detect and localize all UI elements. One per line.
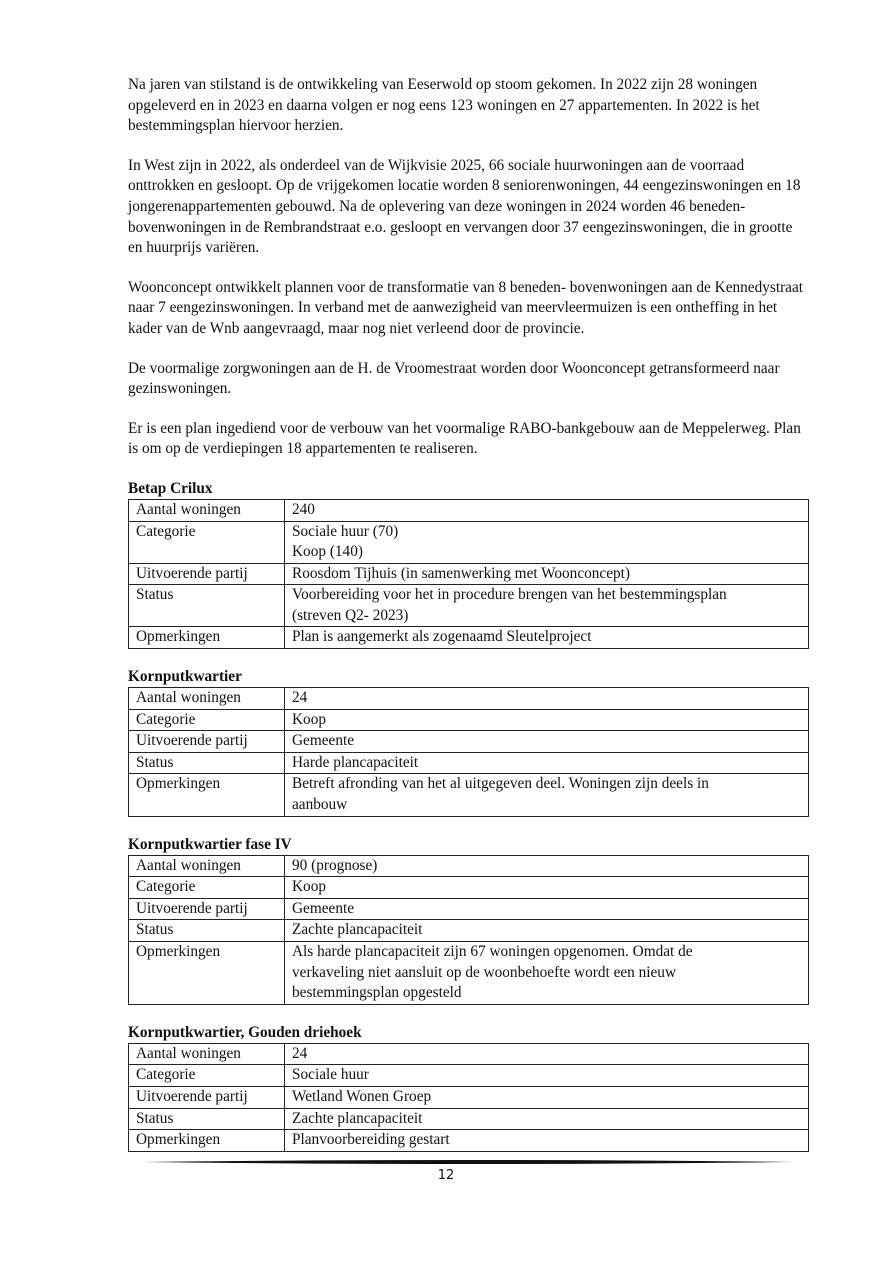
value-line: Roosdom Tijhuis (in samenwerking met Woonconcept) [292,564,630,582]
row-label: Categorie [129,877,285,899]
row-label: Categorie [129,709,285,731]
row-label: Opmerkingen [129,774,285,816]
table-row [129,627,809,649]
row-value [285,774,809,816]
table-row [129,499,809,521]
value-line: Koop (140) [292,543,363,561]
page-content [128,75,810,1170]
row-label: Aantal woningen [129,688,285,710]
body-paragraph: In West zijn in 2022, als onderdeel van de Wijkvisie 2025, 66 sociale huurwoningen aan de voorraad onttrokken en gesloopt. Op de vrijgekomen locatie worden 8 seniorenwoningen, 44 eengezinswoningen en 18 jongerenappartementen gebouwd. Na de oplevering van deze woningen in 2024 worden 46 beneden-bovenwoningen in de Rembrandstraat e.o. gesloopt en vervangen door 37 eengezinswoningen, die in grootte en huurprijs variëren. [128,156,801,257]
project-section [128,1023,810,1152]
row-label: Status [129,585,285,627]
row-value [285,920,809,942]
body-paragraph: De voormalige zorgwoningen aan de H. de Vroomestraat worden door Woonconcept getransformeerd naar gezinswoningen. [128,359,780,398]
row-value [285,585,809,627]
row-value [285,709,809,731]
row-label: Uitvoerende partij [129,1086,285,1108]
body-paragraph: Na jaren van stilstand is de ontwikkeling van Eeserwold op stoom gekomen. In 2022 zijn 28 woningen opgeleverd en in 2023 en daarna volgen er nog eens 123 woningen en 27 appartementen. In 2022 is het bestemmingsplan hiervoor herzien. [128,76,760,135]
value-line: aanbouw [292,796,348,814]
project-sections [128,479,810,1152]
value-line: 24 [292,689,308,707]
value-line: Zachte plancapaciteit [292,1109,423,1127]
body-paragraph: Woonconcept ontwikkelt plannen voor de transformatie van 8 beneden- bovenwoningen aan de Kennedystraat naar 7 eengezinswoningen. In verband met de aanwezigheid van meervleermuizen is een ontheffing in het kader van de Wnb aangevraagd, maar nog niet verleend door de provincie. [128,278,804,337]
project-table [128,687,809,817]
row-value [285,563,809,585]
row-label: Aantal woningen [129,499,285,521]
row-label: Aantal woningen [129,1043,285,1065]
value-line: 90 (prognose) [292,856,378,874]
value-line: Harde plancapaciteit [292,753,419,771]
table-row [129,1108,809,1130]
table-row [129,752,809,774]
row-value [285,877,809,899]
row-value [285,1065,809,1087]
table-row [129,920,809,942]
value-line: Zachte plancapaciteit [292,921,423,939]
project-table [128,855,809,1005]
row-label: Uitvoerende partij [129,731,285,753]
value-line: Sociale huur [292,1066,369,1084]
project-title: Kornputkwartier [128,668,242,686]
row-label: Uitvoerende partij [129,898,285,920]
project-title: Kornputkwartier fase IV [128,835,292,853]
value-line: bestemmingsplan opgesteld [292,984,462,1002]
table-row [129,898,809,920]
row-value [285,942,809,1005]
value-line: 240 [292,500,315,518]
value-line: 24 [292,1044,308,1062]
table-row [129,855,809,877]
table-row [129,709,809,731]
project-section [128,835,810,1005]
table-row [129,1043,809,1065]
project-section [128,667,810,817]
row-label: Opmerkingen [129,1130,285,1152]
value-line: Als harde plancapaciteit zijn 67 woningen opgenomen. Omdat de [292,943,693,960]
project-title: Kornputkwartier, Gouden driehoek [128,1023,362,1041]
table-row [129,688,809,710]
value-line: Koop [292,878,326,896]
row-value [285,499,809,521]
project-section [128,479,810,649]
row-label: Uitvoerende partij [129,563,285,585]
value-line: Voorbereiding voor het in procedure brengen van het bestemmingsplan [292,586,727,604]
row-value [285,855,809,877]
row-value [285,1086,809,1108]
row-value [285,731,809,753]
footer-divider [143,1159,793,1165]
table-row [129,877,809,899]
row-value [285,898,809,920]
table-row [129,1130,809,1152]
value-line: Betreft afronding van het al uitgegeven deel. Woningen zijn deels in [292,775,709,793]
row-label: Categorie [129,1065,285,1087]
value-line: Gemeente [292,732,355,750]
row-value [285,1043,809,1065]
project-table [128,499,809,649]
row-value [285,1108,809,1130]
project-title: Betap Crilux [128,479,213,497]
table-row [129,563,809,585]
row-label: Opmerkingen [129,627,285,649]
body-paragraph: Er is een plan ingediend voor de verbouw van het voormalige RABO-bankgebouw aan de Meppelerweg. Plan is om op de verdiepingen 18 appartementen te realiseren. [128,419,801,458]
row-value [285,688,809,710]
value-line: Gemeente [292,899,355,917]
table-row [129,1086,809,1108]
row-label: Status [129,1108,285,1130]
table-row [129,774,809,816]
row-label: Aantal woningen [129,855,285,877]
row-value [285,752,809,774]
page-number: 12 [437,1168,455,1183]
value-line: Planvoorbereiding gestart [292,1131,450,1149]
row-value [285,521,809,563]
row-label: Categorie [129,521,285,563]
table-row [129,521,809,563]
table-row [129,731,809,753]
table-row [129,942,809,1005]
table-row [129,585,809,627]
value-line: Koop [292,710,326,728]
table-row [129,1065,809,1087]
row-label: Status [129,752,285,774]
row-value [285,627,809,649]
intro-paragraphs [128,75,810,460]
value-line: Plan is aangemerkt als zogenaamd Sleutelproject [292,628,592,646]
value-line: (streven Q2- 2023) [292,606,409,624]
value-line: Sociale huur (70) [292,522,399,540]
project-table [128,1043,809,1152]
value-line: verkaveling niet aansluit op de woonbehoefte wordt een nieuw [292,963,676,981]
row-value [285,1130,809,1152]
row-label: Status [129,920,285,942]
value-line: Wetland Wonen Groep [292,1087,432,1105]
row-label: Opmerkingen [129,942,285,1005]
